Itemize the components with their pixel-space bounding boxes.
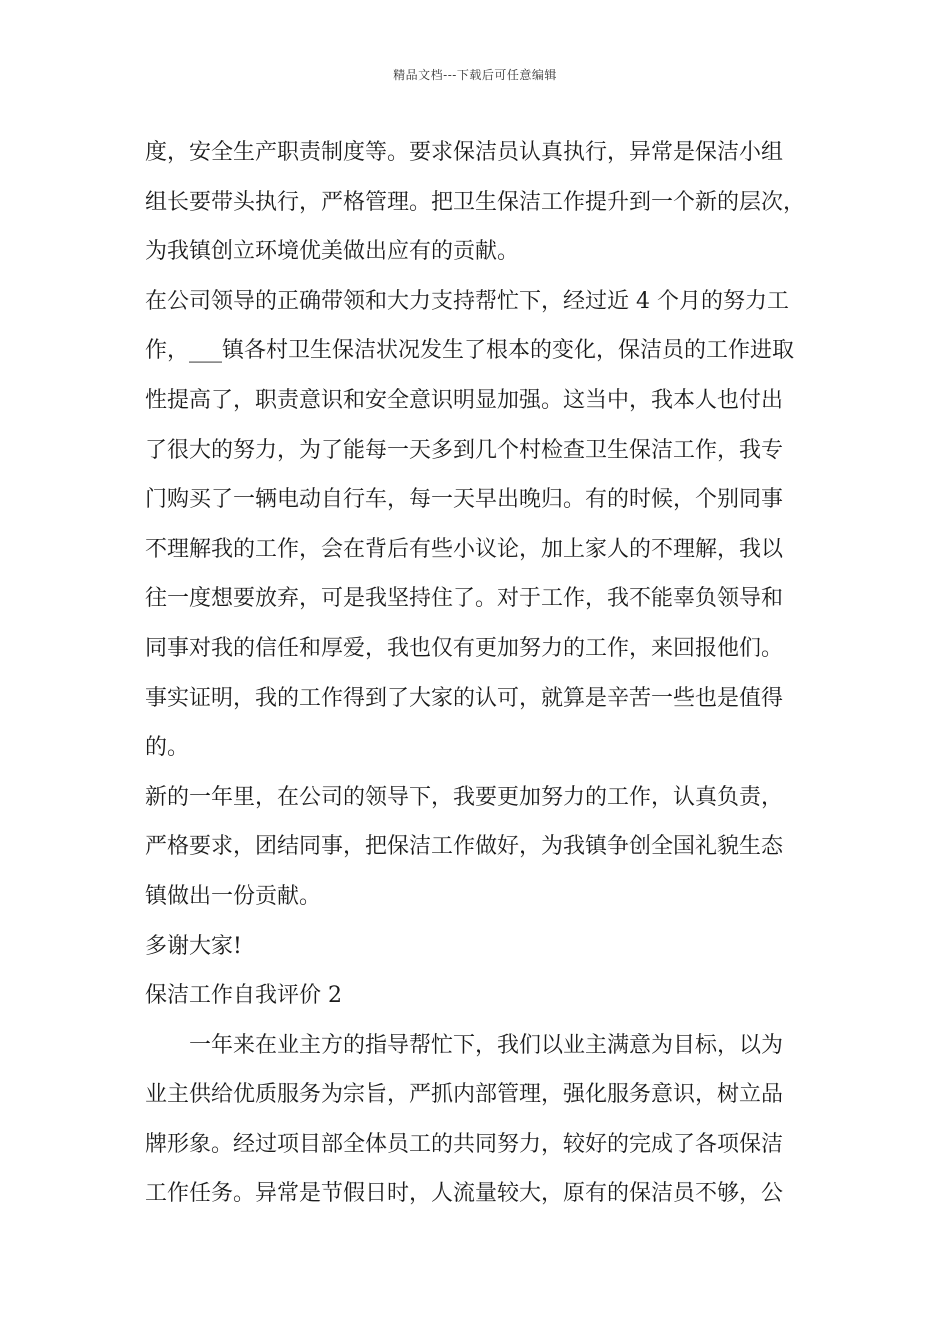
text-line: 镇做出一份贡献。 xyxy=(145,883,322,909)
text-line: 牌形象。经过项目部全体员工的共同努力，较好的完成了各项保洁 xyxy=(145,1131,784,1157)
text-line: 性提高了，职责意识和安全意识明显加强。这当中，我本人也付出 xyxy=(145,387,784,413)
text-line: 严格要求，团结同事，把保洁工作做好，为我镇争创全国礼貌生态 xyxy=(145,834,784,860)
text-line: 一年来在业主方的指导帮忙下，我们以业主满意为目标，以为 xyxy=(145,1032,784,1058)
text-line: 往一度想要放弃，可是我坚持住了。对于工作，我不能辜负领导和 xyxy=(145,586,784,612)
text-line: 事实证明，我的工作得到了大家的认可，就算是辛苦一些也是值得 xyxy=(145,685,784,711)
text-line: 的。 xyxy=(145,735,190,761)
text-line: 在公司领导的正确带领和大力支持帮忙下，经过近 4 个月的努力工 xyxy=(145,288,789,314)
text-line: 为我镇创立环境优美做出应有的贡献。 xyxy=(145,239,520,265)
text-line: 度，安全生产职责制度等。要求保洁员认真执行，异常是保洁小组 xyxy=(145,140,784,165)
text-line: 组长要带头执行，严格管理。把卫生保洁工作提升到一个新的层次， xyxy=(145,189,806,215)
page-header: 精品文档---下载后可任意编辑 xyxy=(393,68,557,82)
text-line: 门购买了一辆电动自行车，每一天早出晚归。有的时候，个别同事 xyxy=(145,487,784,513)
text-line: 工作任务。异常是节假日时，人流量较大，原有的保洁员不够，公 xyxy=(145,1181,784,1207)
section-title: 保洁工作自我评价 2 xyxy=(145,983,342,1009)
text-line: 同事对我的信任和厚爱，我也仅有更加努力的工作，来回报他们。 xyxy=(145,635,784,661)
document-body xyxy=(145,128,810,1219)
text-line: 作，___镇各村卫生保洁状况发生了根本的变化，保洁员的工作进取 xyxy=(145,338,795,364)
text-line: 新的一年里，在公司的领导下，我要更加努力的工作，认真负责， xyxy=(145,784,784,810)
text-line: 业主供给优质服务为宗旨，严抓内部管理，强化服务意识，树立品 xyxy=(145,1082,784,1108)
text-line: 了很大的努力，为了能每一天多到几个村检查卫生保洁工作，我专 xyxy=(145,437,784,463)
text-line: 不理解我的工作，会在背后有些小议论，加上家人的不理解，我以 xyxy=(145,536,784,562)
text-line: 多谢大家! xyxy=(145,933,242,959)
